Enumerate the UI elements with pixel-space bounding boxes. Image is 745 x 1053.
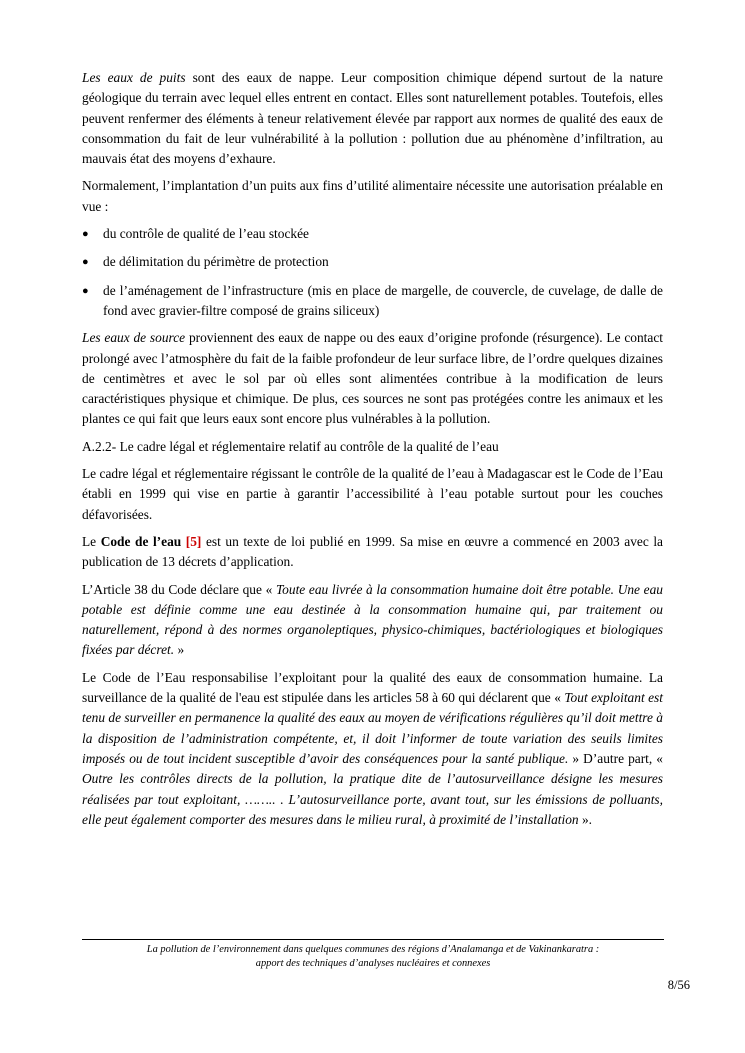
paragraph-water-code (82, 532, 663, 573)
paragraph-well-water (82, 68, 663, 169)
footer-line: La pollution de l’environnement dans quelques communes des régions d’Analamanga et de Vakinankaratra : (146, 944, 600, 955)
paragraph-text: est un texte de loi publié en 1999. Sa mise en œuvre a commencé en 2003 avec la publication de 13 décrets d’application. (82, 533, 664, 570)
list-item-text: de l’aménagement de l’infrastructure (mis en place de margelle, de couvercle, de cuvelage, de dalle de fond avec gravier-filtre composé de grains siliceux) (103, 282, 663, 318)
paragraph-text: L’Article 38 du Code déclare que « (82, 581, 276, 597)
paragraph-surveillance (82, 668, 663, 830)
article-38-quote: Toute eau livrée à la consommation humaine doit être potable. Une eau potable est définie comme une eau destinée à la consommation humaine qui, par traitement ou naturellement, répond à des normes organoleptiques, physico-chimiques, bactériologiques et biologiques fixées par décret. (82, 581, 663, 658)
paragraph-spring-water (82, 328, 663, 429)
list-item (82, 224, 663, 244)
paragraph-text: » D’autre part, « (568, 750, 663, 766)
paragraph-text: sont des eaux de nappe. Leur composition chimique dépend surtout de la nature géologique du terrain avec lequel elles entrent en contact. Elles sont naturellement potables. Toutefois, elles peuvent renfermer des éléments à teneur relativement élevée par rapport aux normes de qualité des eaux de consommation du fait de leur vulnérabilité à la pollution : pollution due au phénomène d’infiltration, au mauvais état des moyens d’exhaure. (82, 70, 663, 167)
term-well-water: Les eaux de puits (82, 70, 186, 85)
bullet-icon: ● (82, 256, 89, 269)
surveillance-quote: Tout exploitant est tenu de surveiller en permanence la qualité des eaux au moyen de vérifications régulières qu’il doit mettre à la disposition de l’administration compétente, et, il doit l’informer de toute variation des seuils limites imposés ou de tout incident susceptible d’avoir des conséquences pour la santé publique. (82, 690, 663, 766)
footer-line: apport des techniques d’analyses nucléaires et connexes (255, 958, 491, 969)
footer-divider (82, 939, 664, 940)
document-body (82, 68, 663, 837)
list-item-text: du contrôle de qualité de l’eau stockée (103, 226, 309, 242)
bullet-icon: ● (82, 228, 89, 241)
paragraph-text: proviennent des eaux de nappe ou des eaux d’origine profonde (résurgence). Le contact prolongé avec l’atmosphère du fait de la faible profondeur de leur surface libre, de l’ordre quelques dizaines de centimètres et avec le sol par où elles sont alimentées contribue à la modification de leurs caractéristiques physique et chimique. De plus, ces sources ne sont pas protégées contre les animaux et les plantes ce qui fait que leurs eaux sont encore plus vulnérables à la pollution. (82, 330, 663, 427)
page-footer (82, 943, 664, 971)
term-spring-water: Les eaux de source (82, 330, 186, 346)
list-item (82, 281, 663, 322)
page-number: 8/56 (667, 978, 690, 992)
paragraph-article-38 (82, 580, 663, 661)
bullet-icon: ● (82, 284, 89, 297)
autosurveillance-quote: Outre les contrôles directs de la pollution, la pratique dite de l’autosurveillance désigne les mesures réalisées par tout exploitant, …….. . L’autosurveillance porte, avant tout, sur les émissions de polluants, elle peut également comporter des mesures dans le milieu rural, à proximité de l’installation (82, 771, 663, 827)
paragraph-text: Le Code de l’Eau responsabilise l’exploitant pour la qualité des eaux de consommation humaine. La surveillance de la qualité de l'eau est stipulée dans les articles 58 à 60 qui déclarent que « (82, 669, 663, 706)
list-item (82, 252, 663, 272)
section-heading: A.2.2- Le cadre légal et réglementaire relatif au contrôle de la qualité de l’eau (82, 438, 499, 454)
paragraph-authorization: Normalement, l’implantation d’un puits aux fins d’utilité alimentaire nécessite une autorisation préalable en vue : (82, 178, 663, 214)
paragraph-text: ». (578, 811, 593, 827)
paragraph-legal-framework: Le cadre légal et réglementaire régissant le contrôle de la qualité de l’eau à Madagascar est le Code de l’Eau établi en 1999 qui vise en partie à garantir l’accessibilité à l’eau potable surtout pour les couches défavorisées. (82, 466, 663, 522)
reference-link[interactable]: [5] (185, 533, 202, 549)
paragraph-text: Le (82, 533, 101, 549)
list-item-text: de délimitation du périmètre de protection (103, 254, 329, 270)
water-code-title: Code de l’eau (100, 533, 182, 549)
paragraph-text: » (174, 642, 185, 658)
